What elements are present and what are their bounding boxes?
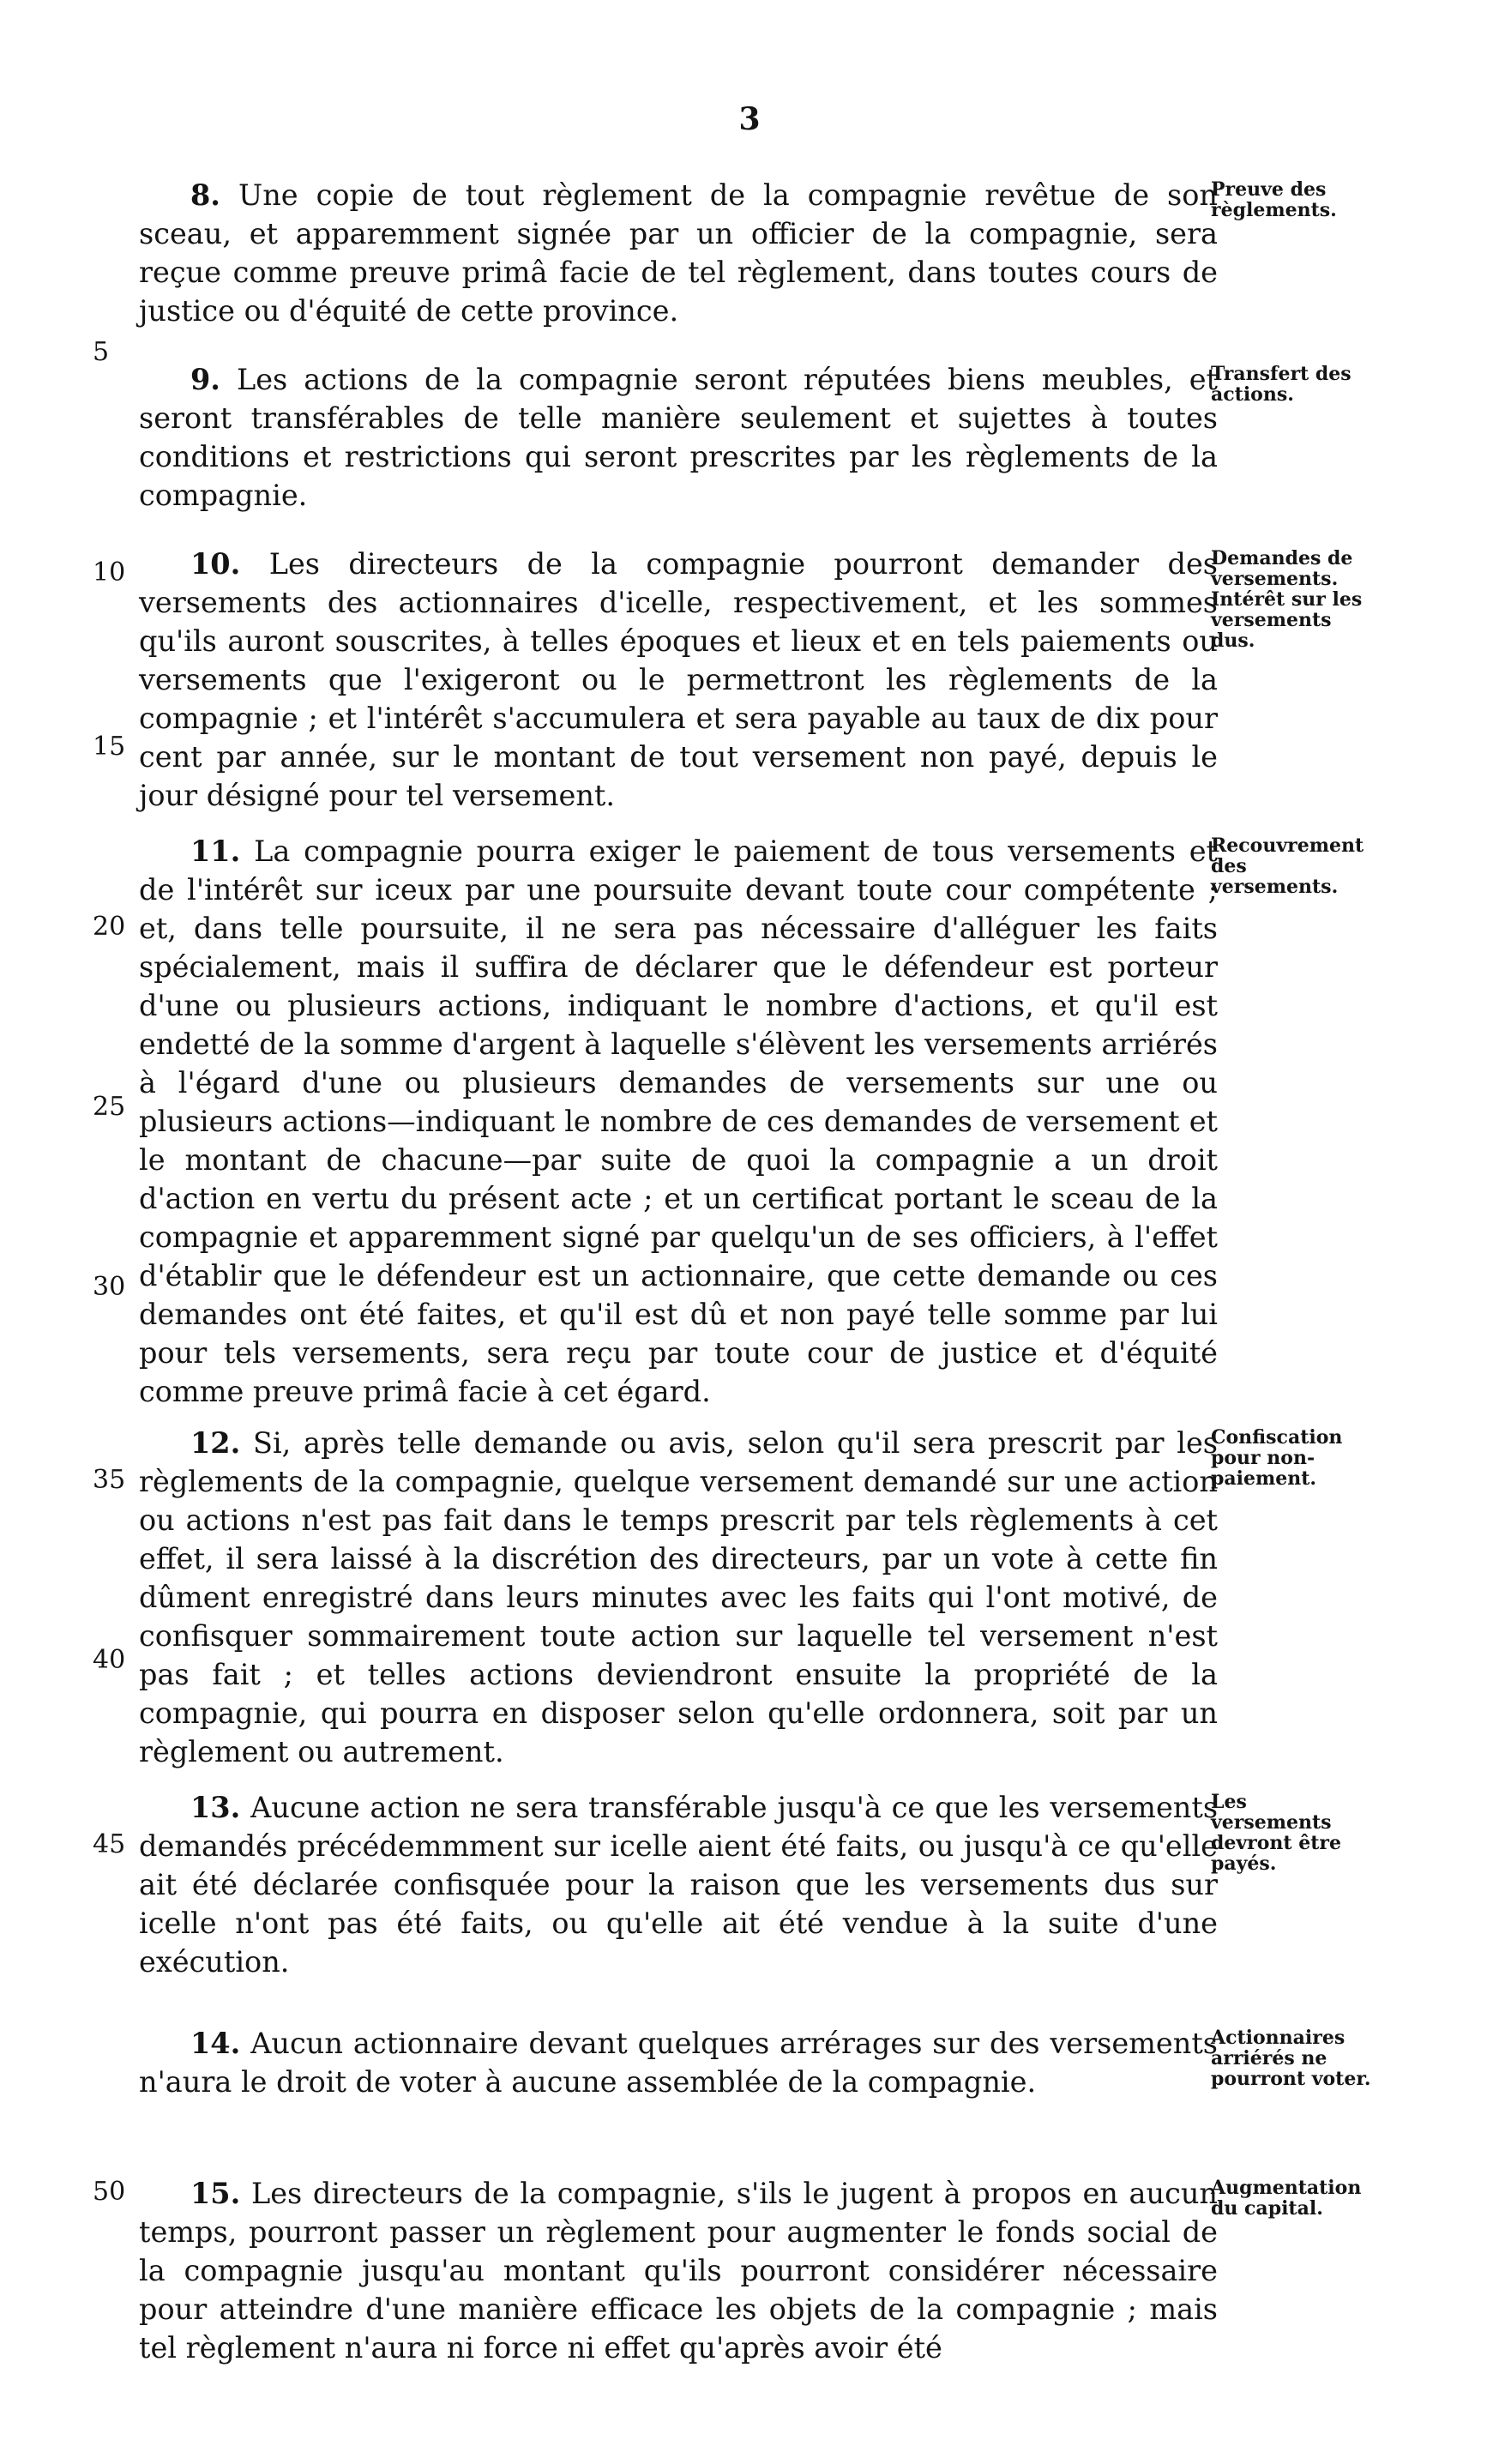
- line-number: 45: [93, 1829, 126, 1859]
- section-text: Les directeurs de la compagnie, s'ils le jugent à propos en aucun temps, pourront passer un règlement pour augmenter le fonds social de la compagnie jusqu'au montant qu'ils pourront considérer nécessaire pour atteindre d'une manière efficace les objets de la compagnie ; mais tel règlement n'aura ni force ni effet qu'après avoir été: [139, 2177, 1218, 2365]
- section-number: 15.: [190, 2177, 241, 2210]
- line-number: 20: [93, 912, 126, 942]
- line-number: 35: [93, 1465, 126, 1495]
- section-text: Une copie de tout règlement de la compagnie revêtue de son sceau, et apparemment signée par un officier de la compagnie, sera reçue comme preuve primâ facie de tel règlement, dans toutes cours de justice ou d'équité de cette province.: [139, 178, 1218, 328]
- section-text: Aucune action ne sera transférable jusqu'à ce que les versements demandés précédemmment sur icelle aient été faits, ou jusqu'à ce qu'elle ait été déclarée confisquée pour la raison que les versements dus sur icelle n'ont pas été faits, ou qu'elle ait été vendue à la suite d'une exécution.: [139, 1791, 1219, 1979]
- section-number: 12.: [190, 1426, 241, 1460]
- section-number: 14.: [190, 2027, 241, 2060]
- section-number: 9.: [190, 363, 220, 396]
- line-number: 30: [93, 1272, 126, 1302]
- section-number: 13.: [190, 1791, 241, 1824]
- margin-note: Transfert des actions.: [1211, 363, 1352, 406]
- section-text: La compagnie pourra exiger le paiement de tous versements et de l'intérêt sur iceux par une poursuite devant toute cour compétente ; et, dans telle poursuite, il ne sera pas nécessaire d'alléguer les faits spécialement, mais il suffira de déclarer que le défendeur est porteur d'une ou plusieurs actions, indiquant le nombre d'actions, et qu'il est endetté de la somme d'argent à laquelle s'élèvent les versements arriérés à l'égard d'une ou plusieurs demandes de versements sur une ou plusieurs actions—indiquant le nombre de ces demandes de versement et le montant de chacune—par suite de quoi la compagnie a un droit d'action en vertu du présent acte ; et un certificat portant le sceau de la compagnie et apparemment signé par quelqu'un de ses officiers, à l'effet d'établir que le défendeur est un actionnaire, que cette demande ou ces demandes ont été faites, et qu'il est dû et non payé telle somme par lui pour tels versements, sera reçu par toute cour de justice et d'équité comme preuve primâ facie à cet égard.: [139, 834, 1218, 1408]
- line-number: 40: [93, 1645, 126, 1675]
- margin-note: Les versements devront être payés.: [1211, 1791, 1341, 1875]
- section-number: 11.: [190, 834, 241, 868]
- margin-note: Confiscation pour non-paiement.: [1211, 1426, 1343, 1490]
- line-number: 10: [93, 557, 126, 587]
- line-number: 5: [93, 337, 110, 367]
- section-text: Aucun actionnaire devant quelques arrérages sur des versements n'aura le droit de voter à aucune assemblée de la compagnie.: [139, 2027, 1218, 2099]
- page-number: 3: [738, 101, 761, 137]
- margin-note: Recouvrement des versements.: [1211, 834, 1364, 898]
- section-text: Les actions de la compagnie seront réputées biens meubles, et seront transférables de telle manière seulement et sujettes à toutes conditions et restrictions qui seront prescrites par les règlements de la compagnie.: [139, 363, 1218, 512]
- margin-note: Augmentation du capital.: [1211, 2177, 1362, 2220]
- section-text: Si, après telle demande ou avis, selon qu'il sera prescrit par les règlements de la compagnie, quelque versement demandé sur une action ou actions n'est pas fait dans le temps prescrit par tels règlements à cet effet, il sera laissé à la discrétion des directeurs, par un vote à cette fin dûment enregistré dans leurs minutes avec les faits qui l'ont motivé, de confisquer sommairement toute action sur laquelle tel versement n'est pas fait ; et telles actions deviendront ensuite la propriété de la compagnie, qui pourra en disposer selon qu'elle ordonnera, soit par un règlement ou autrement.: [139, 1426, 1218, 1768]
- line-number: 15: [93, 732, 126, 762]
- section-text: Les directeurs de la compagnie pourront demander des versements des actionnaires d'icelle, respectivement, et les sommes qu'ils auront souscrites, à telles époques et lieux et en tels paiements ou versements que l'exigeront ou le permettront les règlements de la compagnie ; et l'intérêt s'accumulera et sera payable au taux de dix pour cent par année, sur le montant de tout versement non payé, depuis le jour désigné pour tel versement.: [139, 547, 1218, 812]
- margin-note: Preuve des règlements.: [1211, 178, 1337, 221]
- line-number: 25: [93, 1092, 126, 1122]
- line-number: 50: [93, 2177, 126, 2207]
- section-number: 10.: [190, 547, 241, 581]
- margin-note: Actionnaires arriérés ne pourront voter.: [1211, 2027, 1371, 2090]
- section-number: 8.: [190, 178, 220, 212]
- margin-note: Demandes de versements. Intérêt sur les versements dus.: [1211, 547, 1363, 652]
